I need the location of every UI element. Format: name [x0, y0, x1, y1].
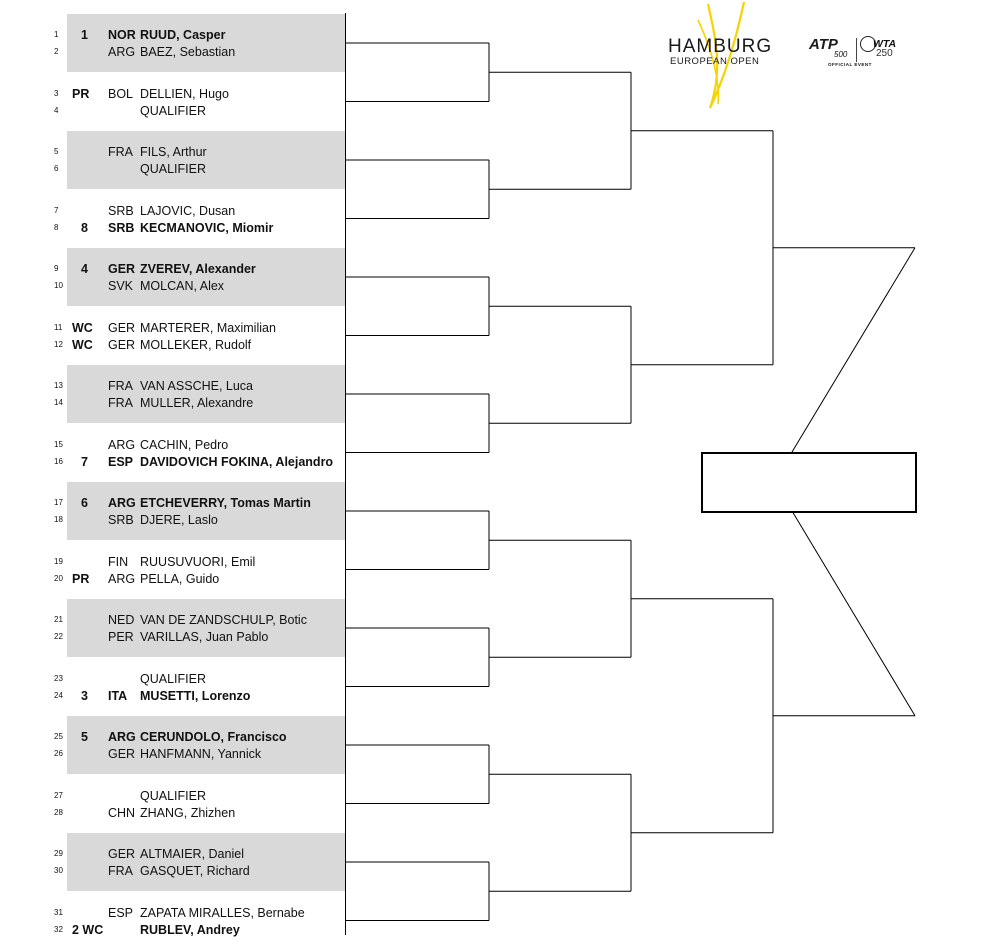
draw-section	[54, 599, 346, 657]
player-row	[54, 553, 346, 571]
european-open-wordmark: EUROPEAN OPEN	[670, 56, 760, 67]
player-name: DAVIDOVICH FOKINA, Alejandro	[140, 454, 334, 469]
draw-position: 7	[54, 205, 59, 215]
player-name: QUALIFIER	[140, 788, 206, 803]
player-row	[54, 845, 346, 863]
country-code: GER	[108, 847, 136, 861]
player-row	[54, 670, 346, 688]
draw-position: 18	[54, 515, 63, 524]
player-row	[54, 804, 346, 822]
country-code: PER	[108, 630, 134, 644]
draw-position: 26	[54, 749, 63, 758]
player-row	[54, 202, 346, 220]
player-name: PELLA, Guido	[140, 571, 220, 586]
draw-position: 29	[54, 849, 63, 858]
player-row	[54, 143, 346, 161]
draw-section	[54, 190, 346, 248]
player-name: BAEZ, Sebastian	[140, 45, 236, 59]
draw-left-border	[345, 13, 346, 935]
country-code: FRA	[108, 864, 133, 878]
player-name: QUALIFIER	[140, 103, 206, 118]
player-row	[54, 494, 346, 512]
player-row	[54, 453, 346, 471]
player-name: ZVEREV, Alexander	[140, 262, 256, 276]
player-row	[54, 570, 346, 588]
player-row	[54, 260, 346, 278]
draw-position: 2	[54, 47, 59, 56]
player-name: RUUSUVUORI, Emil	[140, 554, 256, 569]
draw-position: 12	[54, 339, 63, 349]
seed-label: 8	[81, 220, 88, 235]
seed-label: 7	[81, 454, 88, 469]
player-row	[54, 394, 346, 412]
country-code: SRB	[108, 203, 134, 218]
draw-section	[54, 833, 346, 891]
player-name: LAJOVIC, Dusan	[140, 203, 236, 218]
player-name: DJERE, Laslo	[140, 513, 218, 527]
country-code: NED	[108, 613, 135, 627]
player-name: MULLER, Alexandre	[140, 396, 254, 410]
country-code: GER	[108, 337, 136, 352]
player-row	[54, 160, 346, 178]
seed-label: 4	[81, 262, 88, 276]
draw-position: 1	[54, 30, 59, 39]
player-row	[54, 277, 346, 295]
seed-label: 6	[81, 496, 88, 510]
player-name: KECMANOVIC, Miomir	[140, 220, 274, 235]
player-row	[54, 219, 346, 237]
player-row	[54, 687, 346, 705]
draw-position: 11	[54, 322, 63, 332]
wta-level: 250	[876, 48, 893, 59]
player-name: MOLLEKER, Rudolf	[140, 337, 252, 352]
draw-position: 5	[54, 147, 59, 156]
player-name: QUALIFIER	[140, 671, 206, 686]
draw-position: 31	[54, 907, 63, 917]
country-code: NOR	[108, 28, 136, 42]
wta-wordmark: WTA	[873, 38, 897, 50]
player-row	[54, 862, 346, 880]
player-row	[54, 319, 346, 337]
draw-section	[54, 14, 346, 72]
draw-section	[54, 307, 346, 365]
player-name: HANFMANN, Yannick	[140, 747, 262, 761]
country-code: ARG	[108, 45, 136, 59]
player-name: RUBLEV, Andrey	[140, 922, 240, 937]
draw-section	[54, 541, 346, 599]
country-code: ARG	[108, 730, 136, 744]
draw-section	[54, 248, 346, 306]
draw-section	[54, 424, 346, 482]
draw-section	[54, 892, 346, 950]
country-code: GER	[108, 262, 136, 276]
seed-label: 3	[81, 688, 88, 703]
player-row	[54, 102, 346, 120]
player-row	[54, 611, 346, 629]
player-name: CACHIN, Pedro	[140, 437, 229, 452]
player-name: ALTMAIER, Daniel	[140, 847, 244, 861]
draw-position: 24	[54, 690, 63, 700]
logo-divider	[856, 38, 857, 62]
draw-position: 30	[54, 866, 63, 875]
draw-position: 13	[54, 381, 63, 390]
country-code: FRA	[108, 396, 133, 410]
draw-section	[54, 482, 346, 540]
draw-position: 14	[54, 398, 63, 407]
seed-label: 5	[81, 730, 88, 744]
draw-position: 9	[54, 264, 59, 273]
draw-section	[54, 131, 346, 189]
draw-position: 10	[54, 281, 63, 290]
draw-position: 32	[54, 924, 63, 934]
atp-wordmark: ATP	[809, 36, 838, 53]
player-name: ETCHEVERRY, Tomas Martin	[140, 496, 311, 510]
player-row	[54, 728, 346, 746]
country-code: GER	[108, 320, 136, 335]
player-row	[54, 43, 346, 61]
draw-position: 4	[54, 105, 59, 115]
country-code: ITA	[108, 688, 128, 703]
player-name: MUSETTI, Lorenzo	[140, 688, 251, 703]
player-row	[54, 85, 346, 103]
country-code: GER	[108, 747, 136, 761]
player-name: ZHANG, Zhizhen	[140, 805, 236, 820]
player-name: VARILLAS, Juan Pablo	[140, 630, 269, 644]
player-name: GASQUET, Richard	[140, 864, 250, 878]
country-code: ARG	[108, 496, 136, 510]
draw-position: 16	[54, 456, 63, 466]
player-name: RUUD, Casper	[140, 28, 226, 42]
draw-position: 8	[54, 222, 59, 232]
draw-position: 3	[54, 88, 59, 98]
player-name: CERUNDOLO, Francisco	[140, 730, 287, 744]
player-row	[54, 436, 346, 454]
player-name: DELLIEN, Hugo	[140, 86, 229, 101]
country-code: BOL	[108, 86, 134, 101]
seed-label: PR	[72, 571, 90, 586]
seed-label: PR	[72, 86, 90, 101]
player-name: QUALIFIER	[140, 162, 206, 176]
draw-section	[54, 716, 346, 774]
player-name: ZAPATA MIRALLES, Bernabe	[140, 905, 305, 920]
player-row	[54, 921, 346, 939]
draw-position: 25	[54, 732, 63, 741]
player-name: VAN DE ZANDSCHULP, Botic	[140, 613, 307, 627]
draw-section	[54, 365, 346, 423]
player-row	[54, 745, 346, 763]
official-event-label: OFFICIAL EVENT	[828, 62, 872, 67]
tournament-logos	[668, 0, 928, 110]
country-code: ARG	[108, 437, 136, 452]
hamburg-wordmark: HAMBURG	[668, 36, 773, 57]
country-code: SRB	[108, 513, 134, 527]
draw-position: 28	[54, 807, 63, 817]
player-name: MARTERER, Maximilian	[140, 320, 276, 335]
player-row	[54, 377, 346, 395]
seed-label: WC	[72, 320, 93, 335]
final-line-bottom	[792, 511, 915, 716]
country-code: ARG	[108, 571, 136, 586]
country-code: ESP	[108, 905, 134, 920]
player-row	[54, 904, 346, 922]
draw-position: 17	[54, 498, 63, 507]
draw-section	[54, 73, 346, 131]
draw-position: 20	[54, 573, 63, 583]
seed-label: 1	[81, 28, 88, 42]
seed-label: WC	[72, 337, 93, 352]
player-row	[54, 26, 346, 44]
draw-position: 23	[54, 673, 63, 683]
draw-position: 15	[54, 439, 63, 449]
draw-position: 19	[54, 556, 63, 566]
country-code: FRA	[108, 379, 133, 393]
country-code: CHN	[108, 805, 136, 820]
final-line-top	[792, 248, 915, 452]
country-code: FRA	[108, 145, 133, 159]
draw-position: 6	[54, 164, 59, 173]
country-code: SVK	[108, 279, 134, 293]
draw-section	[54, 775, 346, 833]
player-row	[54, 511, 346, 529]
draw-position: 27	[54, 790, 63, 800]
player-row	[54, 787, 346, 805]
player-name: MOLCAN, Alex	[140, 279, 225, 293]
country-code: ESP	[108, 454, 134, 469]
player-row	[54, 628, 346, 646]
winner-box	[701, 452, 917, 513]
draw-section	[54, 658, 346, 716]
draw-position: 21	[54, 615, 63, 624]
player-name: VAN ASSCHE, Luca	[140, 379, 254, 393]
atp-level: 500	[834, 50, 848, 59]
draw-position: 22	[54, 632, 63, 641]
player-name: FILS, Arthur	[140, 145, 207, 159]
country-code: FIN	[108, 554, 129, 569]
player-row	[54, 336, 346, 354]
seed-label: 2 WC	[72, 922, 104, 937]
country-code: SRB	[108, 220, 135, 235]
